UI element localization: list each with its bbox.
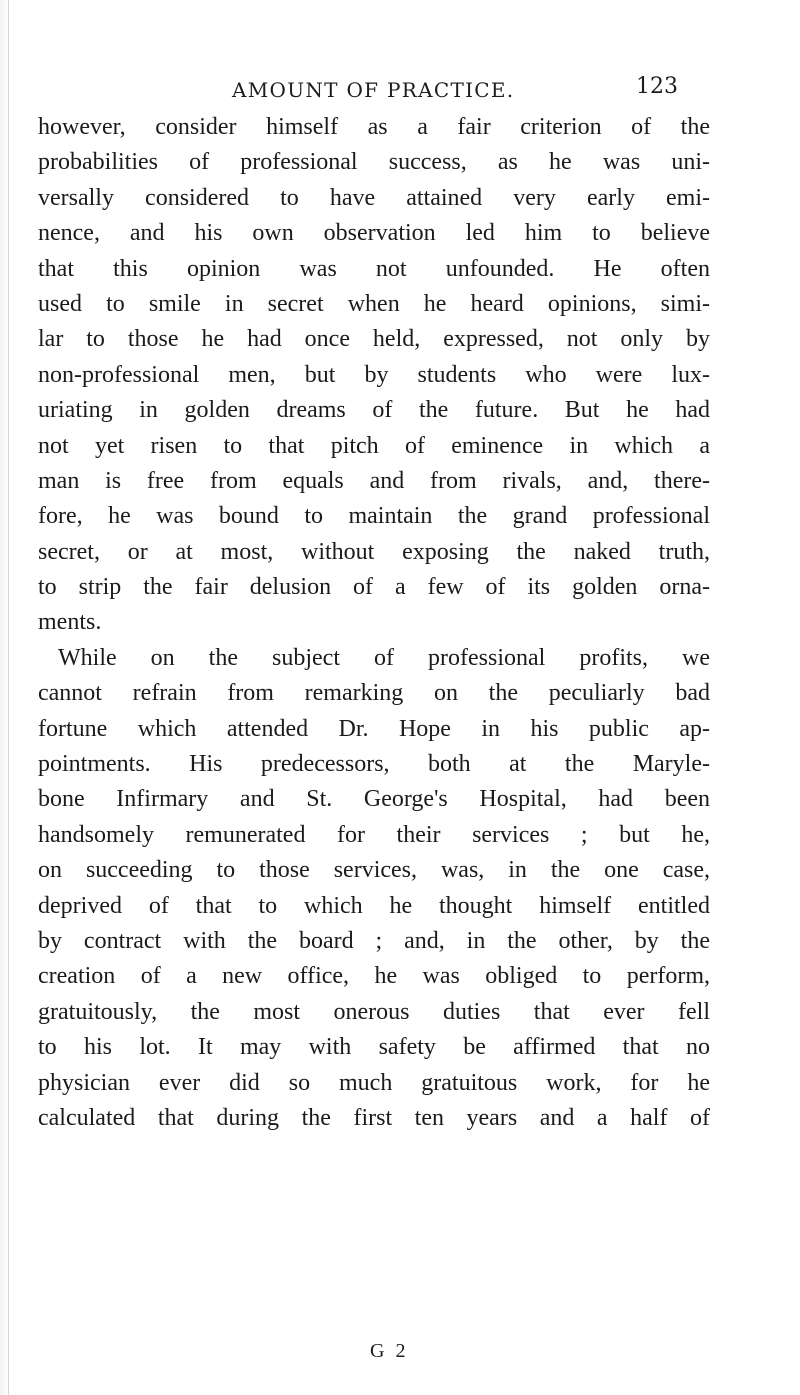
text-line: used to smile in secret when he heard opinions, simi- [38, 290, 710, 317]
text-line: lar to those he had once held, expressed, not only by [38, 326, 710, 353]
page-number: 123 [636, 74, 678, 99]
text-line: man is free from equals and from rivals, and, there- [38, 467, 710, 494]
body-text [38, 110, 710, 1136]
text-line: that this opinion was not unfounded. He often [38, 255, 710, 282]
text-line: gratuitously, the most onerous duties that ever fell [38, 998, 710, 1025]
text-line: probabilities of professional success, as he was uni- [38, 149, 710, 176]
text-line: deprived of that to which he thought himself entitled [38, 892, 710, 919]
text-line: non-professional men, but by students who were lux- [38, 361, 710, 388]
text-line: on succeeding to those services, was, in the one case, [38, 857, 710, 884]
signature-mark: G 2 [370, 1340, 409, 1362]
text-line: not yet risen to that pitch of eminence in which a [38, 432, 710, 459]
page-fold-line [8, 0, 9, 1395]
text-line: by contract with the board ; and, in the other, by the [38, 927, 710, 954]
text-line: fore, he was bound to maintain the grand professional [38, 503, 710, 530]
text-line: to his lot. It may with safety be affirmed that no [38, 1034, 710, 1061]
text-line: bone Infirmary and St. George's Hospital, had been [38, 786, 710, 813]
text-line: cannot refrain from remarking on the peculiarly bad [38, 680, 710, 707]
text-line: ments. [38, 609, 102, 636]
running-head: AMOUNT OF PRACTICE. [232, 78, 515, 102]
text-line: to strip the fair delusion of a few of its golden orna- [38, 574, 710, 601]
text-line: nence, and his own observation led him to believe [38, 220, 710, 247]
text-line: uriating in golden dreams of the future. But he had [38, 397, 710, 424]
text-line: fortune which attended Dr. Hope in his public ap- [38, 715, 710, 742]
text-line: however, consider himself as a fair criterion of the [38, 114, 710, 140]
text-line: calculated that during the first ten years and a half of [38, 1104, 710, 1131]
text-line: pointments. His predecessors, both at the Maryle- [38, 751, 710, 778]
text-line: handsomely remunerated for their services ; but he, [38, 821, 710, 848]
text-line: creation of a new office, he was obliged to perform, [38, 963, 710, 990]
text-line: versally considered to have attained very early emi- [38, 184, 710, 211]
text-line: physician ever did so much gratuitous work, for he [38, 1069, 710, 1096]
text-line: While on the subject of professional profits, we [58, 644, 710, 671]
text-line: secret, or at most, without exposing the naked truth, [38, 538, 710, 565]
